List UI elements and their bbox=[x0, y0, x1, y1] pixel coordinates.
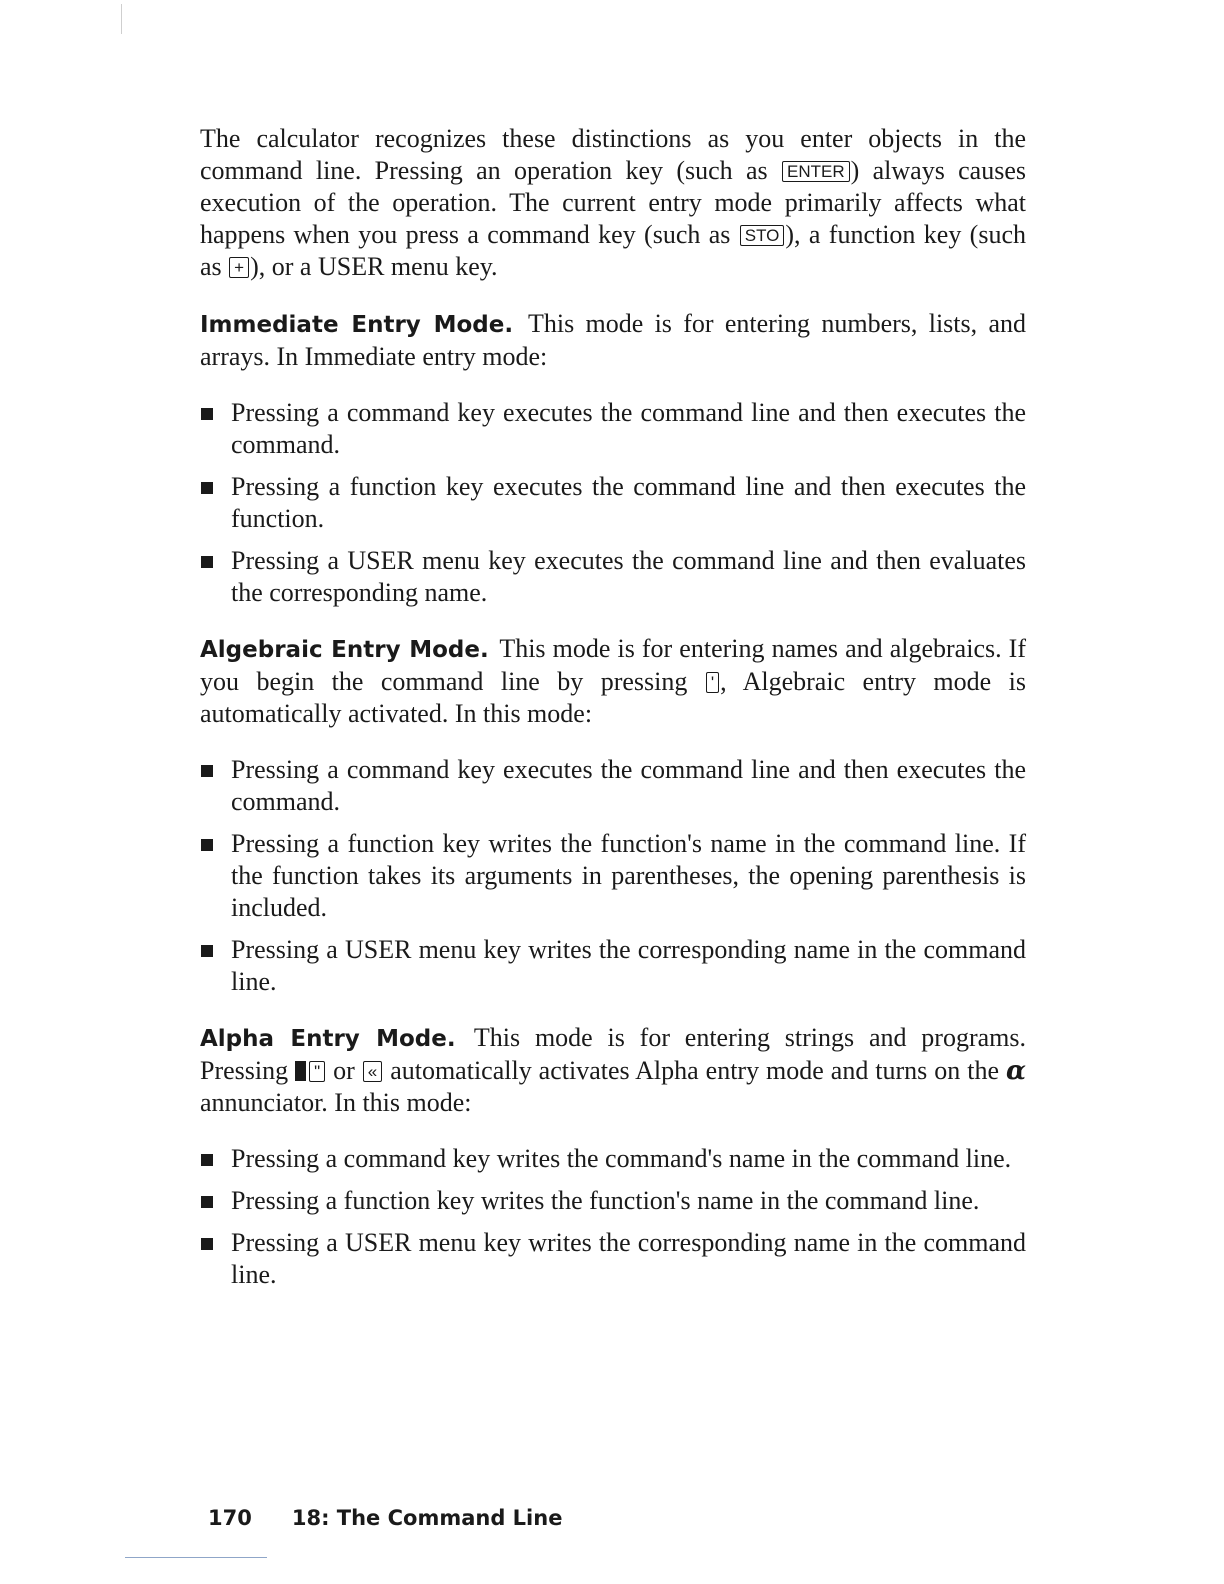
bullet-icon bbox=[201, 408, 213, 420]
alpha-mode-heading: Alpha Entry Mode. bbox=[200, 1026, 456, 1052]
program-delimiter-key: « bbox=[363, 1061, 382, 1082]
left-shift-key-icon bbox=[295, 1061, 306, 1081]
list-item: Pressing a function key executes the command line and then executes the function. bbox=[200, 471, 1026, 535]
alpha-text-or: or bbox=[326, 1056, 362, 1085]
intro-text-3: ), a function key (such as bbox=[200, 220, 1026, 281]
alpha-mode-paragraph bbox=[200, 1022, 1026, 1119]
bullet-icon bbox=[201, 1154, 213, 1166]
chapter-title: 18: The Command Line bbox=[291, 1506, 563, 1530]
page-number: 170 bbox=[208, 1506, 252, 1530]
bullet-icon bbox=[201, 482, 213, 494]
bullet-icon bbox=[201, 1238, 213, 1250]
algebraic-mode-list bbox=[200, 754, 1026, 998]
immediate-mode-paragraph bbox=[200, 308, 1026, 373]
sto-key: STO bbox=[740, 225, 785, 246]
bullet-icon bbox=[201, 839, 213, 851]
page-footer bbox=[208, 1506, 562, 1530]
bullet-icon bbox=[201, 765, 213, 777]
list-item: Pressing a function key writes the function's name in the command line. bbox=[200, 1185, 1026, 1217]
intro-text-1: The calculator recognizes these distinctions as you enter objects in the command line. Pressing an operation key (such as bbox=[200, 124, 1026, 185]
quote-key: ' bbox=[706, 672, 719, 693]
page-body bbox=[200, 123, 1026, 1315]
immediate-mode-text: This mode is for entering numbers, lists, and arrays. In Immediate entry mode: bbox=[200, 309, 1026, 371]
immediate-mode-list bbox=[200, 397, 1026, 609]
alpha-annunciator-icon: α bbox=[1005, 1056, 1026, 1086]
immediate-mode-heading: Immediate Entry Mode. bbox=[200, 312, 514, 338]
alpha-text-2: automatically activates Alpha entry mode and turns on the bbox=[383, 1056, 1006, 1085]
double-quote-key: " bbox=[309, 1061, 325, 1082]
algebraic-mode-heading: Algebraic Entry Mode. bbox=[200, 637, 489, 663]
alpha-mode-list bbox=[200, 1143, 1026, 1291]
algebraic-mode-paragraph bbox=[200, 633, 1026, 730]
intro-text-2: ) always causes execution of the operation. The current entry mode primarily affects what happens when you press a command key (such as bbox=[200, 156, 1026, 249]
algebraic-text-1: This mode is for entering names and algebraics. If you begin the command line by pressing bbox=[200, 634, 1026, 696]
list-item: Pressing a command key executes the command line and then executes the command. bbox=[200, 397, 1026, 461]
list-item: Pressing a USER menu key writes the corresponding name in the command line. bbox=[200, 1227, 1026, 1291]
bullet-icon bbox=[201, 945, 213, 957]
alpha-text-3: annunciator. In this mode: bbox=[200, 1088, 472, 1117]
plus-key: + bbox=[229, 257, 249, 278]
list-item: Pressing a command key executes the command line and then executes the command. bbox=[200, 754, 1026, 818]
list-item: Pressing a command key writes the command's name in the command line. bbox=[200, 1143, 1026, 1175]
scan-edge-mark bbox=[121, 4, 122, 34]
algebraic-text-2: , Algebraic entry mode is automatically activated. In this mode: bbox=[200, 667, 1026, 728]
intro-text-4: ), or a USER menu key. bbox=[250, 252, 498, 281]
alpha-text-1: This mode is for entering strings and programs. Pressing bbox=[200, 1023, 1026, 1085]
list-item: Pressing a USER menu key executes the command line and then evaluates the corresponding name. bbox=[200, 545, 1026, 609]
enter-key: ENTER bbox=[782, 161, 850, 182]
intro-paragraph bbox=[200, 123, 1026, 283]
bullet-icon bbox=[201, 1196, 213, 1208]
list-item: Pressing a USER menu key writes the corresponding name in the command line. bbox=[200, 934, 1026, 998]
bullet-icon bbox=[201, 556, 213, 568]
list-item: Pressing a function key writes the function's name in the command line. If the function takes its arguments in parentheses, the opening parenthesis is included. bbox=[200, 828, 1026, 924]
bottom-rule bbox=[125, 1557, 267, 1558]
